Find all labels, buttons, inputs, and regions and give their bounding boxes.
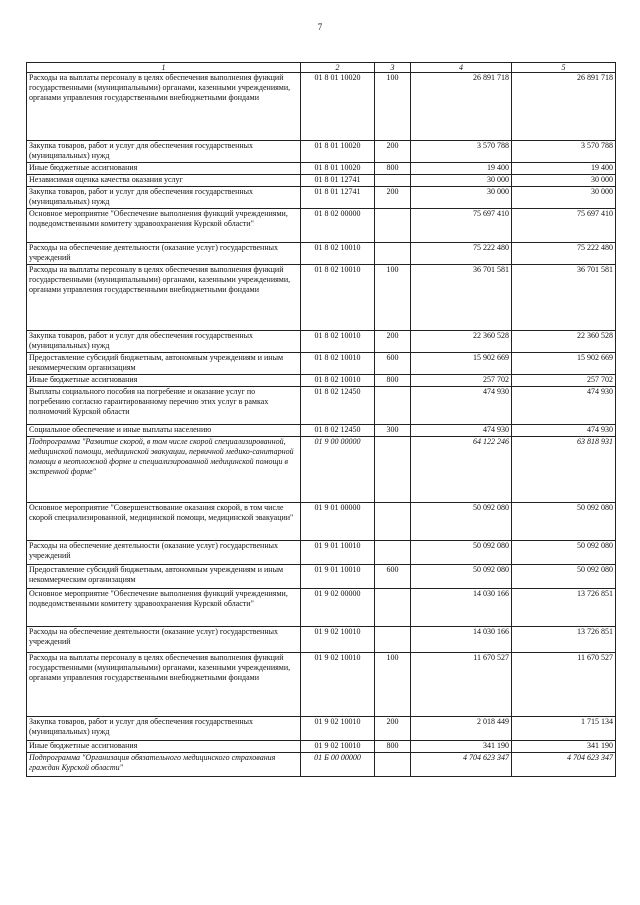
row-vr-cell: 100 <box>375 653 411 717</box>
table-row <box>27 753 616 777</box>
row-sum2-cell: 36 701 581 <box>512 265 616 331</box>
row-sum1-cell: 474 930 <box>411 425 512 437</box>
row-vr-cell <box>375 243 411 265</box>
row-code-cell: 01 Б 00 00000 <box>301 753 375 777</box>
row-vr-cell: 200 <box>375 331 411 353</box>
row-vr-cell: 200 <box>375 141 411 163</box>
row-vr-cell: 600 <box>375 565 411 589</box>
row-code-cell: 01 8 01 12741 <box>301 187 375 209</box>
row-name-cell: Основное мероприятие "Обеспечение выполнения функций учреждениями, подведомственными комитету здравоохранения Курской области" <box>27 209 301 243</box>
row-sum2-cell: 30 000 <box>512 187 616 209</box>
row-name-cell: Расходы на выплаты персоналу в целях обеспечения выполнения функций государственными (муниципальными) органами, казенными учреждениями, органами управления государственными внебюджетными фондами <box>27 265 301 331</box>
row-name-cell: Иные бюджетные ассигнования <box>27 741 301 753</box>
row-vr-cell <box>375 387 411 425</box>
row-name-cell: Предоставление субсидий бюджетным, автономным учреждениям и иным некоммерческим организациям <box>27 565 301 589</box>
table-row <box>27 175 616 187</box>
row-sum1-cell: 19 400 <box>411 163 512 175</box>
row-name-cell: Предоставление субсидий бюджетным, автономным учреждениям и иным некоммерческим организациям <box>27 353 301 375</box>
table-row <box>27 741 616 753</box>
row-sum2-cell: 1 715 134 <box>512 717 616 741</box>
row-sum2-cell: 63 818 931 <box>512 437 616 503</box>
row-sum2-cell: 474 930 <box>512 425 616 437</box>
row-name-cell: Подпрограмма "Организация обязательного медицинского страхования граждан Курской области" <box>27 753 301 777</box>
row-vr-cell <box>375 589 411 627</box>
row-sum1-cell: 14 030 166 <box>411 589 512 627</box>
table-row <box>27 589 616 627</box>
row-sum2-cell: 50 092 080 <box>512 565 616 589</box>
table-row <box>27 503 616 541</box>
row-code-cell: 01 8 02 12450 <box>301 425 375 437</box>
row-sum2-cell: 341 190 <box>512 741 616 753</box>
table-row <box>27 627 616 653</box>
table-row <box>27 425 616 437</box>
header-cell: 4 <box>411 63 512 73</box>
table-row <box>27 717 616 741</box>
row-sum1-cell: 341 190 <box>411 741 512 753</box>
row-code-cell: 01 9 02 10010 <box>301 717 375 741</box>
row-sum2-cell: 75 697 410 <box>512 209 616 243</box>
row-name-cell: Основное мероприятие "Обеспечение выполнения функций учреждениями, подведомственными комитету здравоохранения Курской области" <box>27 589 301 627</box>
table-header-row <box>27 63 616 73</box>
row-name-cell: Социальное обеспечение и иные выплаты населению <box>27 425 301 437</box>
row-sum2-cell: 26 891 718 <box>512 73 616 141</box>
row-vr-cell: 200 <box>375 717 411 741</box>
table-row <box>27 163 616 175</box>
budget-table <box>26 62 616 777</box>
row-vr-cell: 800 <box>375 163 411 175</box>
row-sum1-cell: 50 092 080 <box>411 541 512 565</box>
row-sum1-cell: 257 702 <box>411 375 512 387</box>
row-sum2-cell: 19 400 <box>512 163 616 175</box>
header-cell: 2 <box>301 63 375 73</box>
row-name-cell: Закупка товаров, работ и услуг для обеспечения государственных (муниципальных) нужд <box>27 717 301 741</box>
table-row <box>27 375 616 387</box>
table-row <box>27 387 616 425</box>
row-code-cell: 01 8 01 10020 <box>301 73 375 141</box>
row-name-cell: Расходы на обеспечение деятельности (оказание услуг) государственных учреждений <box>27 627 301 653</box>
row-sum2-cell: 50 092 080 <box>512 541 616 565</box>
row-sum1-cell: 50 092 080 <box>411 565 512 589</box>
row-sum2-cell: 50 092 080 <box>512 503 616 541</box>
row-sum2-cell: 257 702 <box>512 375 616 387</box>
row-code-cell: 01 8 02 10010 <box>301 243 375 265</box>
table-row <box>27 141 616 163</box>
row-sum1-cell: 2 018 449 <box>411 717 512 741</box>
page-number: 7 <box>317 22 323 32</box>
row-sum1-cell: 474 930 <box>411 387 512 425</box>
row-sum1-cell: 14 030 166 <box>411 627 512 653</box>
row-name-cell: Расходы на выплаты персоналу в целях обеспечения выполнения функций государственными (муниципальными) органами, казенными учреждениями, органами управления государственными внебюджетными фондами <box>27 653 301 717</box>
row-name-cell: Расходы на обеспечение деятельности (оказание услуг) государственных учреждений <box>27 243 301 265</box>
row-name-cell: Выплаты социального пособия на погребение и оказание услуг по погребению согласно гарантированному перечню этих услуг в рамках полномочий Курской области <box>27 387 301 425</box>
row-vr-cell <box>375 627 411 653</box>
row-sum2-cell: 474 930 <box>512 387 616 425</box>
table-row <box>27 653 616 717</box>
row-code-cell: 01 9 02 10010 <box>301 653 375 717</box>
row-vr-cell: 100 <box>375 73 411 141</box>
row-name-cell: Закупка товаров, работ и услуг для обеспечения государственных (муниципальных) нужд <box>27 141 301 163</box>
row-code-cell: 01 9 02 10010 <box>301 627 375 653</box>
row-code-cell: 01 9 01 00000 <box>301 503 375 541</box>
row-name-cell: Иные бюджетные ассигнования <box>27 163 301 175</box>
row-sum1-cell: 36 701 581 <box>411 265 512 331</box>
row-name-cell: Закупка товаров, работ и услуг для обеспечения государственных (муниципальных) нужд <box>27 331 301 353</box>
table-row <box>27 187 616 209</box>
row-sum1-cell: 50 092 080 <box>411 503 512 541</box>
row-name-cell: Расходы на выплаты персоналу в целях обеспечения выполнения функций государственными (муниципальными) органами, казенными учреждениями, органами управления государственными внебюджетными фондами <box>27 73 301 141</box>
row-code-cell: 01 8 02 00000 <box>301 209 375 243</box>
row-sum2-cell: 13 726 851 <box>512 627 616 653</box>
table-row <box>27 209 616 243</box>
row-vr-cell <box>375 175 411 187</box>
row-code-cell: 01 9 02 10010 <box>301 741 375 753</box>
row-vr-cell <box>375 437 411 503</box>
row-sum1-cell: 30 000 <box>411 175 512 187</box>
row-sum2-cell: 22 360 528 <box>512 331 616 353</box>
row-sum2-cell: 30 000 <box>512 175 616 187</box>
row-sum1-cell: 11 670 527 <box>411 653 512 717</box>
row-vr-cell <box>375 753 411 777</box>
row-sum1-cell: 30 000 <box>411 187 512 209</box>
row-sum2-cell: 13 726 851 <box>512 589 616 627</box>
row-sum1-cell: 4 704 623 347 <box>411 753 512 777</box>
row-code-cell: 01 9 01 10010 <box>301 541 375 565</box>
row-code-cell: 01 8 02 10010 <box>301 353 375 375</box>
row-vr-cell: 600 <box>375 353 411 375</box>
row-vr-cell <box>375 209 411 243</box>
row-sum1-cell: 75 222 480 <box>411 243 512 265</box>
row-sum1-cell: 15 902 669 <box>411 353 512 375</box>
row-vr-cell: 800 <box>375 741 411 753</box>
row-vr-cell <box>375 503 411 541</box>
row-vr-cell <box>375 541 411 565</box>
row-sum1-cell: 3 570 788 <box>411 141 512 163</box>
row-code-cell: 01 8 01 10020 <box>301 141 375 163</box>
row-vr-cell: 100 <box>375 265 411 331</box>
row-sum1-cell: 26 891 718 <box>411 73 512 141</box>
row-vr-cell: 800 <box>375 375 411 387</box>
row-sum2-cell: 11 670 527 <box>512 653 616 717</box>
row-name-cell: Расходы на обеспечение деятельности (оказание услуг) государственных учреждений <box>27 541 301 565</box>
row-code-cell: 01 8 02 12450 <box>301 387 375 425</box>
table-row <box>27 565 616 589</box>
row-vr-cell: 200 <box>375 187 411 209</box>
row-name-cell: Независимая оценка качества оказания услуг <box>27 175 301 187</box>
row-name-cell: Подпрограмма "Развитие скорой, в том числе скорой специализированной, медицинской помощи, медицинской эвакуации, первичной медико-санитарной помощи в неотложной форме и специализированной медицинской помощи в экстренной форме" <box>27 437 301 503</box>
table-row <box>27 541 616 565</box>
row-sum1-cell: 64 122 246 <box>411 437 512 503</box>
row-sum2-cell: 3 570 788 <box>512 141 616 163</box>
header-cell: 1 <box>27 63 301 73</box>
table-row <box>27 73 616 141</box>
header-cell: 5 <box>512 63 616 73</box>
row-name-cell: Закупка товаров, работ и услуг для обеспечения государственных (муниципальных) нужд <box>27 187 301 209</box>
row-name-cell: Иные бюджетные ассигнования <box>27 375 301 387</box>
row-name-cell: Основное мероприятие "Совершенствование оказания скорой, в том числе скорой специализированной, медицинской помощи, медицинской эвакуации" <box>27 503 301 541</box>
row-vr-cell: 300 <box>375 425 411 437</box>
row-code-cell: 01 8 02 10010 <box>301 331 375 353</box>
row-sum1-cell: 22 360 528 <box>411 331 512 353</box>
table-row <box>27 353 616 375</box>
row-code-cell: 01 8 01 10020 <box>301 163 375 175</box>
table-row <box>27 437 616 503</box>
row-code-cell: 01 8 02 10010 <box>301 265 375 331</box>
row-sum2-cell: 4 704 623 347 <box>512 753 616 777</box>
table-row <box>27 243 616 265</box>
table-row <box>27 331 616 353</box>
row-code-cell: 01 8 02 10010 <box>301 375 375 387</box>
row-code-cell: 01 9 00 00000 <box>301 437 375 503</box>
row-sum1-cell: 75 697 410 <box>411 209 512 243</box>
row-code-cell: 01 8 01 12741 <box>301 175 375 187</box>
row-code-cell: 01 9 01 10010 <box>301 565 375 589</box>
row-sum2-cell: 75 222 480 <box>512 243 616 265</box>
table-row <box>27 265 616 331</box>
row-sum2-cell: 15 902 669 <box>512 353 616 375</box>
row-code-cell: 01 9 02 00000 <box>301 589 375 627</box>
header-cell: 3 <box>375 63 411 73</box>
